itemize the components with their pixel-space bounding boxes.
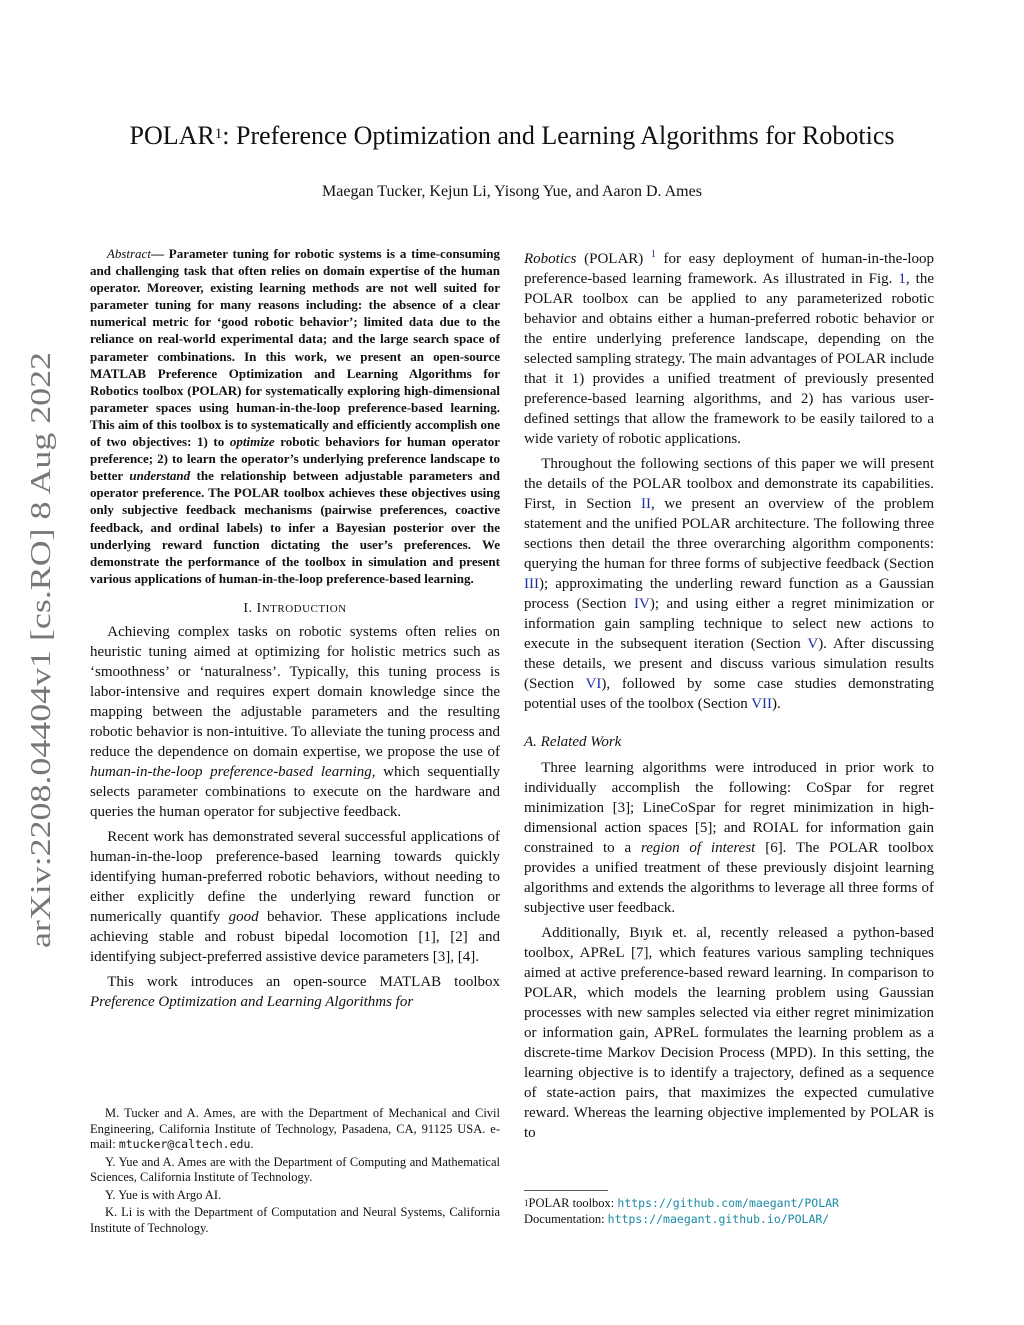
paper-title bbox=[0, 118, 1024, 154]
abstract-label: Abstract bbox=[106, 246, 151, 261]
abstract: Abstract— Parameter tuning for robotic systems is a time-consuming and challenging task that often relies on domain expertise of the human operator. Moreover, existing learning methods are not well suited for parameter tuning for many reasons including: the absence of a clear numerical metric for ‘good robotic behavior’; limited data due to the reliance on real-world experimental data; and the large search space of parameter combinations. In this work, we present an open-source MATLAB Preference Optimization and Learning Algorithms for Robotics toolbox (POLAR) for systematically exploring high-dimensional parameter spaces using human-in-the-loop preference-based learning. This aim of this toolbox is to systematically and efficiently accomplish one of two objectives: 1) to optimize robotic behaviors for human operator preference; 2) to learn the operator’s underlying preference landscape to better understand the relationship between adjustable parameters and operator preference. The POLAR toolbox achieves these objectives using only subjective feedback mechanisms (pairwise preferences, coactive feedback, and ordinal labels) to infer a Bayesian posterior over the underlying reward function dictating the user’s preferences. We demonstrate the performance of the toolbox in simulation and present various applications of human-in-the-loop preference-based learning. bbox=[90, 246, 501, 586]
section-ref-5[interactable]: V bbox=[807, 636, 819, 652]
related-work-paragraph-2: Additionally, Bıyık et. al, recently released a python-based toolbox, APReL [7], which features various sampling techniques aimed at active preference-based reward learning. In comparison to POLAR, which models the learning problem using Gaussian processes with new samples selected via either regret minimization or information gain, APReL formulates the learning problem as a discrete-time Markov Decision Process (MPD). In this setting, the learning objective is to identify a trajectory, defined as a sequence of state-action pairs, that maximizes the expected cumulative reward. Whereas the learning objective implemented by POLAR is to bbox=[524, 925, 934, 1141]
footnote-affiliation-2: Y. Yue and A. Ames are with the Department of Computing and Mathematical Sciences, California Institute of Technology. bbox=[90, 1154, 500, 1184]
arxiv-stamp-text: arXiv:2208.04404v1 [cs.RO] 8 Aug 2022 bbox=[25, 466, 57, 948]
intro-paragraph-4: Robotics (POLAR) $^1$ for easy deployment of human-in-the-loop preference-based learning framework. As illustrated in Fig. 1, the POLAR toolbox can be applied to any parameterized robotic behavior and obtains either a human-preferred robotic behavior or the entire underlying preference landscape, depending on the selected sampling strategy. The main advantages of POLAR include that it 1) provides a unified treatment of previously presented preference-based learning algorithms, and 2) has various user-defined settings that allow the framework to be easily tailored to a wide variety of robotic applications. bbox=[524, 249, 935, 447]
affiliation-footnotes bbox=[90, 1106, 500, 1236]
figure-ref-1[interactable]: 1 bbox=[898, 271, 906, 287]
title-main: POLAR bbox=[129, 121, 215, 150]
footnote-rule bbox=[524, 1190, 608, 1191]
arxiv-stamp bbox=[14, 350, 64, 950]
intro-paragraph-1: Achieving complex tasks on robotic systems often relies on heuristic tuning aimed at optimizing for holistic metrics such as ‘smoothness’ or ‘naturalness’. Typically, this tuning process is labor-intensive and requires expert domain knowledge since the mapping between the adjustable parameters and the resulting robotic behavior is non-intuitive. To alleviate the tuning process and reduce the dependence on domain expertise, we propose the use of human-in-the-loop preference-based learning, which sequentially selects parameter combinations to execute on the hardware and queries the human operator for subjective feedback. bbox=[90, 623, 500, 820]
footnote-affiliation-3: Y. Yue is with Argo AI. bbox=[105, 1187, 222, 1202]
title-footnote-marker: 1 bbox=[214, 126, 223, 142]
footnote-affiliation-1: M. Tucker and A. Ames, are with the Department of Mechanical and Civil Engineering, California Institute of Technology, Pasadena, CA, 91125 USA. e-mail: mtucker@caltech.edu. bbox=[90, 1106, 500, 1151]
github-link[interactable]: https://github.com/maegant/POLAR bbox=[617, 1196, 839, 1210]
intro-paragraph-5: Throughout the following sections of this paper we will present the details of the POLAR toolbox and demonstrate its capabilities. First, in Section II, we present an overview of the problem statement and the unified POLAR architecture. The following three sections then detail the three overarching algorithm components: querying the human for three forms of subjective feedback (Section III); approximating the underling reward function as a Gaussian process (Section IV); and using either a regret minimization or information gain sampling technique to select new actions to execute in the subsequent iteration (Section V). After discussing these details, we present and discuss various simulation results (Section VI), followed by some case studies demonstrating potential uses of the toolbox (Section VII). bbox=[524, 456, 934, 712]
toolbox-footnote bbox=[524, 1196, 934, 1227]
section-ref-2[interactable]: II bbox=[640, 496, 651, 512]
footnote-ref-1[interactable]: 1 bbox=[650, 249, 656, 260]
section-ref-6[interactable]: VI bbox=[585, 676, 602, 692]
footnote-affiliation-4: K. Li is with the Department of Computation and Neural Systems, California Institute of Technology. bbox=[90, 1205, 500, 1235]
intro-paragraph-3: This work introduces an open-source MATLAB toolbox Preference Optimization and Learning Algorithms for bbox=[90, 973, 500, 1010]
title-rest: : Preference Optimization and Learning Algorithms for Robotics bbox=[222, 121, 895, 150]
section-ref-3[interactable]: III bbox=[524, 576, 539, 592]
author-list: Maegan Tucker, Kejun Li, Yisong Yue, and Aaron D. Ames bbox=[322, 183, 702, 200]
related-work-paragraph-1: Three learning algorithms were introduced in prior work to individually accomplish the following: CoSpar for regret minimization [3]; LineCoSpar for regret minimization in high-dimensional action spaces [5]; and ROIAL for information gain constrained to a region of interest [6]. The POLAR toolbox provides a unified treatment of these previously disjoint learning algorithms and extends the algorithms to leverage all three forms of subjective user feedback. bbox=[524, 760, 934, 916]
footnote-toolbox-line: $^1$POLAR toolbox: https://github.com/maegant/POLAR bbox=[524, 1196, 839, 1210]
subsection-heading-related-work: A. Related Work bbox=[524, 734, 622, 750]
left-column bbox=[90, 245, 500, 1012]
section-ref-4[interactable]: IV bbox=[634, 596, 650, 612]
section-heading-introduction: I. INTRODUCTION bbox=[243, 600, 347, 616]
intro-paragraph-2: Recent work has demonstrated several successful applications of human-in-the-loop preference-based learning towards quickly identifying human-preferred robotic behaviors, without needing to either explicitly define the underlying reward function or numerically quantify good behavior. These applications include achieving stable and robust bipedal locomotion [1], [2] and identifying subject-preferred assistive device parameters [3], [4]. bbox=[90, 828, 500, 965]
email-link[interactable]: mtucker@caltech.edu bbox=[118, 1137, 251, 1151]
right-column bbox=[524, 245, 934, 1143]
footnote-docs-line: Documentation: https://maegant.github.io/POLAR/ bbox=[524, 1211, 830, 1226]
documentation-link[interactable]: https://maegant.github.io/POLAR/ bbox=[607, 1211, 830, 1226]
section-ref-7[interactable]: VII bbox=[751, 696, 773, 712]
